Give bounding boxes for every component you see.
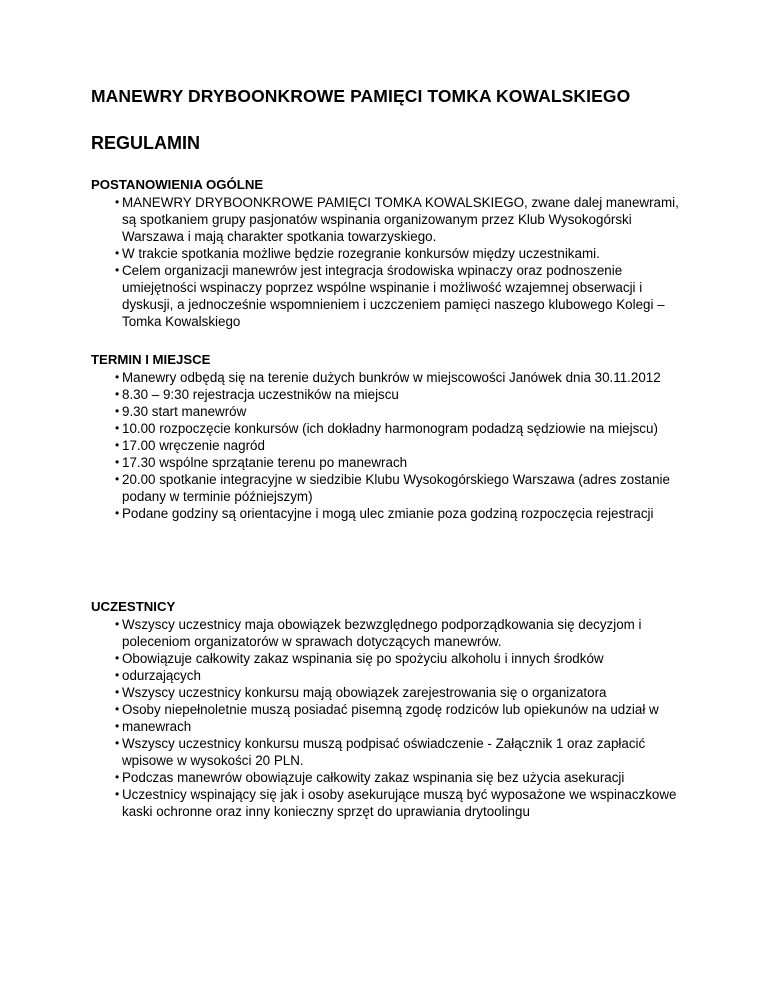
bullet-icon: • bbox=[115, 651, 120, 665]
list-item-text: 9.30 start manewrów bbox=[122, 404, 247, 419]
list-item bbox=[91, 735, 691, 769]
list-item bbox=[91, 386, 691, 403]
document-title: MANEWRY DRYBOONKROWE PAMIĘCI TOMKA KOWALSKIEGO bbox=[91, 86, 631, 106]
bullet-icon: • bbox=[115, 195, 120, 209]
list-item-text: Uczestnicy wspinający się jak i osoby asekurujące muszą być wyposażone we wspinaczkowe kaski ochronne oraz inny konieczny sprzęt do uprawiania drytoolingu bbox=[122, 787, 677, 819]
list-item-text: Obowiązuje całkowity zakaz wspinania się po spożyciu alkoholu i innych środków bbox=[122, 651, 604, 666]
list-item bbox=[91, 786, 691, 820]
bullet-icon: • bbox=[115, 246, 120, 260]
bullet-icon: • bbox=[115, 263, 120, 277]
list-item bbox=[91, 718, 691, 735]
bullet-icon: • bbox=[115, 438, 120, 452]
list-item-text: Podane godziny są orientacyjne i mogą ulec zmianie poza godziną rozpoczęcia rejestracji bbox=[122, 506, 654, 521]
list-item bbox=[91, 262, 691, 330]
document-subtitle: REGULAMIN bbox=[91, 133, 200, 153]
bullet-icon: • bbox=[115, 685, 120, 699]
bullet-icon: • bbox=[115, 702, 120, 716]
list-item bbox=[91, 769, 691, 786]
list-item-text: MANEWRY DRYBOONKROWE PAMIĘCI TOMKA KOWALSKIEGO, zwane dalej manewrami, są spotkaniem grupy pasjonatów wspinania organizowanym przez Klub Wysokogórski Warszawa i mają charakter spotkania towarzyskiego. bbox=[122, 195, 679, 244]
bullet-icon: • bbox=[115, 668, 120, 682]
list-item-text: 20.00 spotkanie integracyjne w siedzibie Klubu Wysokogórskiego Warszawa (adres zostanie podany w terminie późniejszym) bbox=[122, 472, 670, 504]
bullet-icon: • bbox=[115, 455, 120, 469]
list-item-text: Manewry odbędą się na terenie dużych bunkrów w miejscowości Janówek dnia 30.11.2012 bbox=[122, 370, 661, 385]
list-item bbox=[91, 369, 691, 386]
list-item-text: W trakcie spotkania możliwe będzie rozegranie konkursów między uczestnikami. bbox=[122, 246, 600, 261]
list-item bbox=[91, 194, 691, 245]
section-heading: UCZESTNICY bbox=[91, 599, 176, 614]
list-item bbox=[91, 505, 691, 522]
list-item bbox=[91, 454, 691, 471]
list-item bbox=[91, 471, 691, 505]
bullet-icon: • bbox=[115, 719, 120, 733]
list-item bbox=[91, 667, 691, 684]
section-term-and-place bbox=[91, 351, 691, 522]
list-item-text: Podczas manewrów obowiązuje całkowity zakaz wspinania się bez użycia asekuracji bbox=[122, 770, 625, 785]
bullet-icon: • bbox=[115, 404, 120, 418]
list-item-text: 17.00 wręczenie nagród bbox=[122, 438, 265, 453]
list-item-text: Osoby niepełnoletnie muszą posiadać pisemną zgodę rodziców lub opiekunów na udział w bbox=[122, 702, 659, 717]
bullet-icon: • bbox=[115, 736, 120, 750]
bullet-icon: • bbox=[115, 370, 120, 384]
list-item bbox=[91, 650, 691, 667]
list-item-text: 10.00 rozpoczęcie konkursów (ich dokładny harmonogram podadzą sędziowie na miejscu) bbox=[122, 421, 658, 436]
list-item-text: Wszyscy uczestnicy konkursu mają obowiązek zarejestrowania się o organizatora bbox=[122, 685, 607, 700]
section-heading: POSTANOWIENIA OGÓLNE bbox=[91, 177, 264, 192]
list-item bbox=[91, 245, 691, 262]
list-item-text: 17.30 wspólne sprzątanie terenu po manewrach bbox=[122, 455, 408, 470]
section-general bbox=[91, 176, 691, 330]
list-item bbox=[91, 616, 691, 650]
list-item bbox=[91, 420, 691, 437]
bullet-list bbox=[91, 194, 691, 330]
list-item bbox=[91, 403, 691, 420]
list-item-text: odurzających bbox=[122, 668, 201, 683]
bullet-icon: • bbox=[115, 617, 120, 631]
list-item bbox=[91, 684, 691, 701]
list-item bbox=[91, 437, 691, 454]
bullet-list bbox=[91, 369, 691, 522]
list-item-text: manewrach bbox=[122, 719, 192, 734]
list-item bbox=[91, 701, 691, 718]
list-item-text: Wszyscy uczestnicy maja obowiązek bezwzględnego podporządkowania się decyzjom i poleceniom organizatorów w sprawach dotyczących manewrów. bbox=[122, 617, 642, 649]
bullet-icon: • bbox=[115, 421, 120, 435]
bullet-icon: • bbox=[115, 387, 120, 401]
bullet-icon: • bbox=[115, 787, 120, 801]
section-participants bbox=[91, 598, 691, 820]
list-item-text: Wszyscy uczestnicy konkursu muszą podpisać oświadczenie - Załącznik 1 oraz zapłacić wpisowe w wysokości 20 PLN. bbox=[122, 736, 646, 768]
bullet-icon: • bbox=[115, 472, 120, 486]
bullet-icon: • bbox=[115, 506, 120, 520]
bullet-icon: • bbox=[115, 770, 120, 784]
bullet-list bbox=[91, 616, 691, 820]
list-item-text: 8.30 – 9:30 rejestracja uczestników na miejscu bbox=[122, 387, 399, 402]
section-heading: TERMIN I MIEJSCE bbox=[91, 352, 211, 367]
list-item-text: Celem organizacji manewrów jest integracja środowiska wpinaczy oraz podnoszenie umiejętności wspinaczy poprzez wspólne wspinanie i możliwość wzajemnej obserwacji i dyskusji, a jednocześnie wspomnieniem i uczczeniem pamięci naszego klubowego Kolegi – Tomka Kowalskiego bbox=[122, 263, 665, 329]
